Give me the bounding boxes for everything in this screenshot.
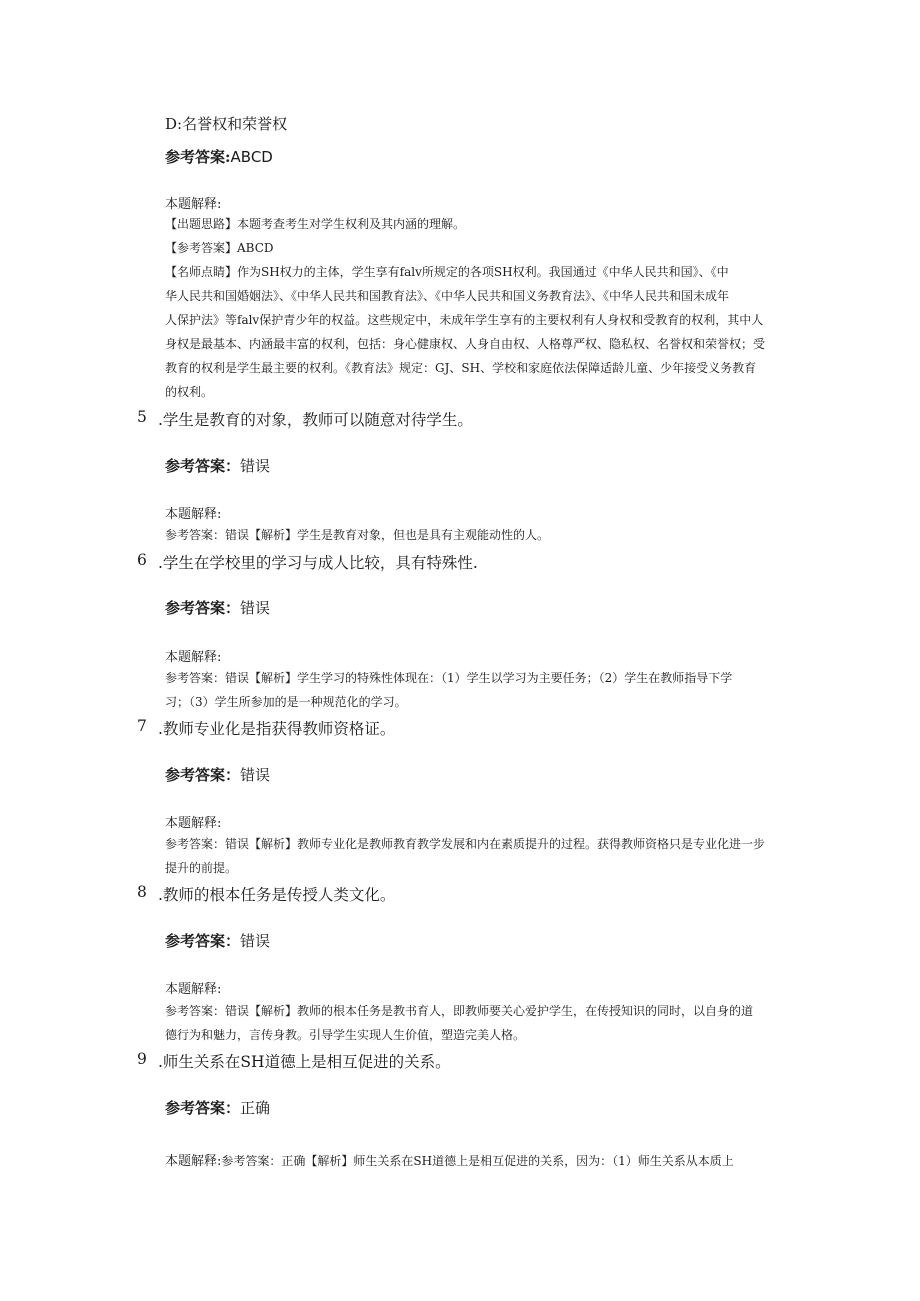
answer-label: 参考答案： (165, 599, 241, 617)
explanation-line: 【出题思路】本题考查考生对学生权利及其内涵的理解。 (165, 217, 466, 231)
answer-label: 参考答案： (165, 457, 241, 475)
answer-line (165, 1097, 270, 1118)
explanation-line: 的权利。 (165, 385, 214, 399)
answer-value: 错误 (240, 766, 271, 784)
explanation-line: 人保护法》等falv保护青少年的权益。这些规定中，未成年学生享有的主要权利有人身权和受教育的权利，其中人 (165, 313, 764, 327)
question-text: .教师的根本任务是传授人类文化。 (158, 886, 396, 904)
explanation-body (165, 666, 785, 714)
explanation-label: 本题解释: (165, 197, 222, 212)
option-d: D:名誉权和荣誉权 (165, 115, 288, 133)
answer-value: 正确 (240, 1099, 271, 1117)
answer-value: 错误 (240, 457, 271, 475)
explanation-line: 教育的权利是学生最主要的权利。《教育法》规定：GJ、SH、学校和家庭依法保障适龄儿童、少年接受义务教育 (165, 361, 757, 375)
question-number: 7 (137, 717, 147, 735)
explanation-line: 参考答案：正确【解析】师生关系在SH道德上是相互促进的关系，因为：（1）师生关系从本质上 (221, 1154, 734, 1168)
explanation-line: 德行为和魅力，言传身教。引导学生实现人生价值，塑造完美人格。 (165, 1028, 526, 1042)
explanation-line: 身权是最基本、内涵最丰富的权利，包括：身心健康权、人身自由权、人格尊严权、隐私权、名誉权和荣誉权；受 (165, 337, 766, 351)
answer-value: 错误 (240, 932, 271, 950)
question-text: .师生关系在SH道德上是相互促进的关系。 (158, 1053, 451, 1071)
answer-label: 参考答案： (165, 932, 241, 950)
answer-line (165, 597, 270, 618)
explanation-line: 提升的前提。 (165, 861, 238, 875)
question-number: 5 (137, 408, 147, 426)
explanation-body (165, 523, 785, 547)
question-number: 8 (137, 883, 147, 901)
explanation-line: 【参考答案】ABCD (165, 241, 274, 255)
explanation-line: 参考答案：错误【解析】学生学习的特殊性体现在：（1）学生以学习为主要任务；（2）学生在教师指导下学 (165, 671, 733, 685)
answer-line (165, 455, 270, 476)
explanation-line: 参考答案：错误【解析】学生是教育对象，但也是具有主观能动性的人。 (165, 528, 550, 542)
explanation-label: 本题解释: (165, 1154, 222, 1169)
question-text: .学生是教育的对象，教师可以随意对待学生。 (158, 411, 473, 429)
explanation-line: 华人民共和国婚姻法》、《中华人民共和国教育法》、《中华人民共和国义务教育法》、《中华人民共和国未成年 (165, 289, 730, 303)
answer-label: 参考答案: (165, 148, 231, 166)
answer-line (165, 146, 273, 167)
explanation-body (165, 212, 785, 404)
question-text: .教师专业化是指获得教师资格证。 (158, 720, 396, 738)
explanation-label: 本题解释: (165, 982, 222, 997)
explanation-line: 参考答案：错误【解析】教师专业化是教师教育教学发展和内在素质提升的过程。获得教师资格只是专业化进一步 (165, 837, 766, 851)
explanation-line: 习；（3）学生所参加的是一种规范化的学习。 (165, 695, 407, 709)
explanation-line: 参考答案：错误【解析】教师的根本任务是教书育人，即教师要关心爱护学生，在传授知识的同时，以自身的道 (165, 1004, 754, 1018)
explanation-label: 本题解释: (165, 650, 222, 665)
question-number: 9 (137, 1050, 147, 1068)
answer-line (165, 764, 270, 785)
explanation-body (165, 832, 785, 880)
answer-line (165, 930, 270, 951)
explanation-inline (165, 1150, 734, 1169)
explanation-body (165, 999, 785, 1047)
answer-value: 错误 (240, 599, 271, 617)
question-text: .学生在学校里的学习与成人比较，具有特殊性. (158, 554, 478, 572)
answer-value: ABCD (230, 148, 273, 166)
answer-label: 参考答案： (165, 766, 241, 784)
answer-label: 参考答案： (165, 1099, 241, 1117)
explanation-label: 本题解释: (165, 816, 222, 831)
explanation-line: 【名师点睛】作为SH权力的主体，学生享有falv所规定的各项SH权利。我国通过《中华人民共和国》、《中 (165, 265, 729, 279)
question-number: 6 (137, 551, 147, 569)
explanation-label: 本题解释: (165, 507, 222, 522)
